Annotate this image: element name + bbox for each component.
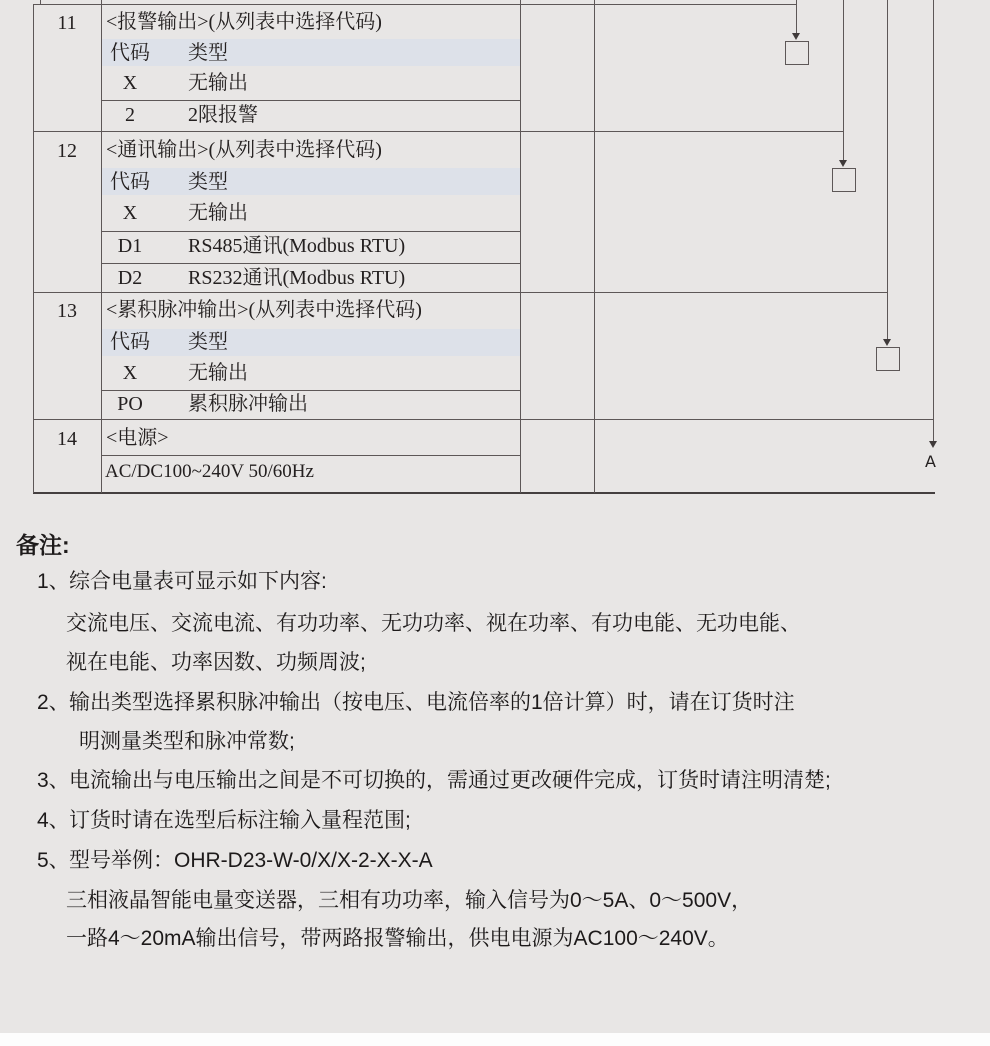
row11-option-code: 2	[125, 104, 135, 126]
note-text: 型号举例：OHR-D23-W-0/X/X-2-X-X-A	[69, 849, 433, 872]
note-item-1	[37, 565, 327, 595]
note-number: 4、	[37, 809, 70, 832]
row14-power-spec: AC/DC100~240V 50/60Hz	[105, 461, 314, 482]
grid-line	[40, 0, 41, 4]
note-item-5	[37, 844, 433, 874]
note-item-1-cont	[66, 607, 801, 637]
connector-line-pulse	[887, 0, 888, 339]
note-item-5-cont	[66, 884, 752, 914]
row14-title: <电源>	[106, 427, 169, 449]
row12-option-type: 无输出	[188, 202, 248, 224]
row13-header-type: 类型	[188, 331, 228, 353]
row11-title: <报警输出>(从列表中选择代码)	[106, 11, 382, 33]
note-text: 交流电压、交流电流、有功功率、无功功率、视在功率、有功电能、无功电能、	[66, 612, 801, 635]
notes-heading: 备注:	[16, 532, 70, 558]
code-box-comm-output	[832, 168, 856, 192]
row12-title: <通讯输出>(从列表中选择代码)	[106, 139, 382, 161]
grid-line	[33, 131, 844, 132]
note-number: 1、	[37, 570, 70, 593]
grid-line	[102, 263, 520, 264]
grid-line	[102, 390, 520, 391]
note-number: 2、	[37, 691, 70, 714]
note-number: 3、	[37, 769, 70, 792]
row11-header-code: 代码	[110, 42, 150, 64]
row13-title: <累积脉冲输出>(从列表中选择代码)	[106, 299, 422, 321]
note-item-5-cont	[66, 922, 729, 952]
note-text: 视在电能、功率因数、功频周波;	[66, 651, 366, 674]
grid-line	[33, 4, 797, 5]
code-box-pulse-output	[876, 347, 900, 371]
grid-line	[102, 100, 520, 101]
table-bottom-border	[33, 492, 935, 494]
grid-line	[102, 231, 520, 232]
row13-number: 13	[57, 300, 77, 322]
row13-header-code: 代码	[110, 331, 150, 353]
note-number: 5、	[37, 849, 70, 872]
row13-option-code: X	[122, 362, 138, 384]
suffix-code-label: A	[925, 452, 936, 471]
row12-header-band	[102, 168, 520, 195]
row13-option-type: 累积脉冲输出	[188, 393, 308, 415]
row12-header-type: 类型	[188, 171, 228, 193]
grid-line	[33, 419, 934, 420]
row12-option-code: D1	[117, 235, 143, 257]
arrow-down-icon	[883, 339, 891, 346]
row13-option-type: 无输出	[188, 362, 248, 384]
note-text: 一路4～20mA输出信号，带两路报警输出，供电电源为AC100～240V。	[66, 927, 729, 950]
row12-option-type: RS232通讯(Modbus RTU)	[188, 267, 406, 289]
page-bottom-margin	[0, 1033, 990, 1046]
row11-option-type: 无输出	[188, 72, 248, 94]
row13-header-band	[102, 329, 520, 356]
code-box-alarm-output	[785, 41, 809, 65]
note-item-2-cont	[79, 725, 295, 755]
connector-line-comm	[843, 0, 844, 160]
connector-line-alarm	[796, 0, 797, 33]
row13-option-code: PO	[117, 393, 143, 415]
note-text: 输出类型选择累积脉冲输出（按电压、电流倍率的1倍计算）时，请在订货时注	[69, 691, 795, 714]
row11-header-type: 类型	[188, 42, 228, 64]
row14-number: 14	[57, 428, 77, 450]
row11-option-code: X	[122, 72, 138, 94]
grid-line	[594, 0, 595, 493]
note-text: 三相液晶智能电量变送器，三相有功功率，输入信号为0～5A、0～500V，	[66, 889, 753, 912]
note-text: 订货时请在选型后标注输入量程范围;	[69, 809, 411, 832]
row11-number: 11	[57, 12, 77, 34]
connector-line-power	[933, 0, 934, 441]
note-item-2	[37, 686, 795, 716]
arrow-down-icon	[792, 33, 800, 40]
arrow-down-icon	[929, 441, 937, 448]
note-text: 综合电量表可显示如下内容:	[69, 570, 327, 593]
note-text: 电流输出与电压输出之间是不可切换的，需通过更改硬件完成，订货时请注明清楚;	[69, 769, 831, 792]
table-left-border	[33, 4, 34, 493]
grid-line	[101, 0, 102, 493]
row11-header-band	[102, 39, 520, 66]
note-item-1-cont	[66, 646, 366, 676]
grid-line	[33, 292, 888, 293]
note-item-3	[37, 764, 831, 794]
row12-option-type: RS485通讯(Modbus RTU)	[188, 235, 406, 257]
row12-option-code: X	[122, 202, 138, 224]
row11-option-type: 2限报警	[188, 104, 258, 126]
grid-line	[520, 0, 521, 493]
arrow-down-icon	[839, 160, 847, 167]
note-text: 明测量类型和脉冲常数;	[79, 730, 295, 753]
note-item-4	[37, 804, 411, 834]
row12-number: 12	[57, 140, 77, 162]
row12-option-code: D2	[117, 267, 143, 289]
row12-header-code: 代码	[110, 171, 150, 193]
grid-line	[102, 455, 520, 456]
